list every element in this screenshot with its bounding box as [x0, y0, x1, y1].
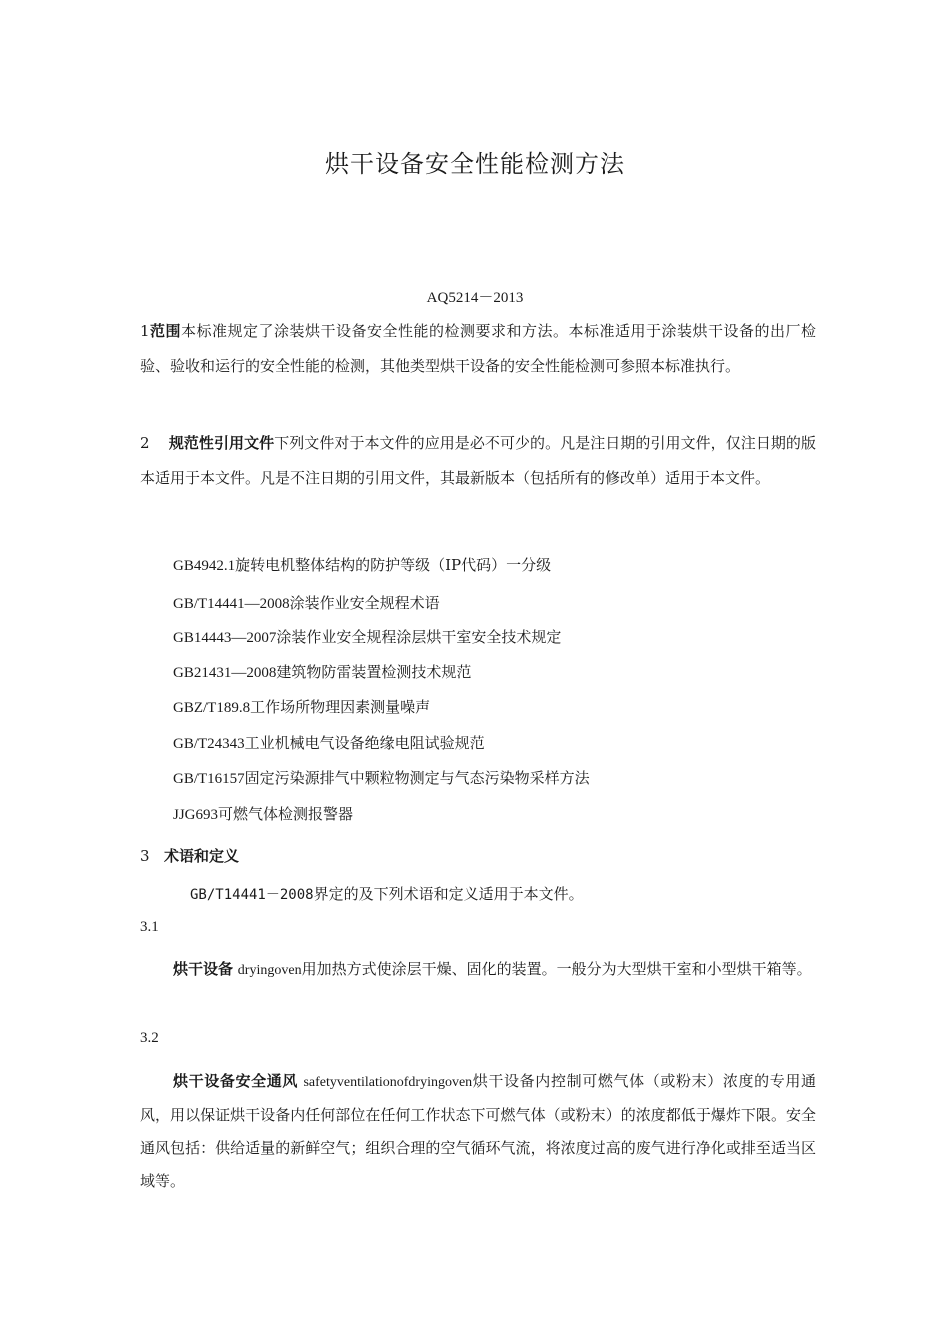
term-3-1-english: dryingoven [237, 963, 302, 978]
section-1-scope [140, 314, 816, 384]
reference-code: GB/T16157 [173, 771, 245, 787]
section-3-intro [190, 884, 584, 905]
term-3-1-number: 3.1 [140, 919, 159, 935]
section-3-heading-line [140, 846, 239, 866]
section-3-heading: 术语和定义 [164, 847, 240, 865]
reference-code: GB/T14441—2008 [173, 596, 290, 612]
section-2-text: 下列文件对于本文件的应用是必不可少的。凡是注日期的引用文件，仅注日期的版本适用于本文件。凡是不注日期的引用文件，其最新版本（包括所有的修改单）适用于本文件。 [140, 434, 816, 487]
section-2-number: 2 [140, 434, 150, 452]
term-3-2-definition [140, 1065, 816, 1198]
term-3-1-text: 用加热方式使涂层干燥、固化的装置。一般分为大型烘干室和小型烘干箱等。 [301, 960, 812, 978]
reference-title: 可燃气体检测报警器 [218, 805, 354, 823]
term-3-2-number: 3.2 [140, 1030, 159, 1046]
section-3-number: 3 [140, 847, 150, 865]
reference-item [173, 627, 561, 648]
section-1-heading: 范围 [149, 322, 182, 340]
reference-code: GB14443—2007 [173, 630, 277, 646]
term-3-2-name: 烘干设备安全通风 [173, 1072, 299, 1090]
reference-title: 工业机械电气设备绝缘电阻试验规范 [244, 734, 485, 752]
section-1-number: 1 [140, 322, 150, 340]
reference-title: 固定污染源排气中颗粒物测定与气态污染物采样方法 [244, 769, 590, 787]
term-3-2-text: 烘干设备内控制可燃气体（或粉末）浓度的专用通风，用以保证烘干设备内任何部位在任何工作状态下可燃气体（或粉末）的浓度都低于爆炸下限。安全通风包括：供给适量的新鲜空气；组织合理的空气循环气流，将浓度过高的废气进行净化或排至适当区域等。 [140, 1072, 816, 1190]
reference-code: GB21431—2008 [173, 665, 277, 681]
standard-number: AQ5214－2013 [426, 290, 524, 306]
document-title: 烘干设备安全性能检测方法 [325, 150, 625, 179]
reference-item [173, 593, 440, 614]
reference-item [173, 768, 590, 789]
reference-item [173, 555, 551, 576]
reference-title: 涂装作业安全规程术语 [289, 594, 440, 612]
reference-title: 旋转电机整体结构的防护等级（IP代码）一分级 [235, 556, 552, 574]
reference-code: GB4942.1 [173, 558, 236, 574]
reference-code: JJG693 [173, 807, 219, 823]
reference-item [173, 804, 353, 825]
section-2-heading: 规范性引用文件 [168, 434, 275, 452]
reference-title: 涂装作业安全规程涂层烘干室安全技术规定 [276, 628, 562, 646]
reference-item [173, 662, 471, 683]
section-3-intro-code: GB/T14441－2008 [190, 887, 314, 903]
term-3-1-definition [173, 953, 816, 987]
reference-code: GBZ/T189.8 [173, 700, 251, 716]
reference-item [173, 733, 485, 754]
reference-title: 工作场所物理因素测量噪声 [250, 698, 431, 716]
term-3-2-english: safetyventilationofdryingoven [303, 1075, 473, 1090]
reference-item [173, 697, 430, 718]
reference-title: 建筑物防雷装置检测技术规范 [276, 663, 472, 681]
term-3-1-name: 烘干设备 [173, 960, 234, 978]
section-2-normative-references [140, 426, 816, 496]
section-1-text: 本标准规定了涂装烘干设备安全性能的检测要求和方法。本标准适用于涂装烘干设备的出厂检验、验收和运行的安全性能的检测，其他类型烘干设备的安全性能检测可参照本标准执行。 [140, 322, 816, 375]
section-3-intro-text: 界定的及下列术语和定义适用于本文件。 [313, 885, 584, 903]
reference-code: GB/T24343 [173, 736, 245, 752]
